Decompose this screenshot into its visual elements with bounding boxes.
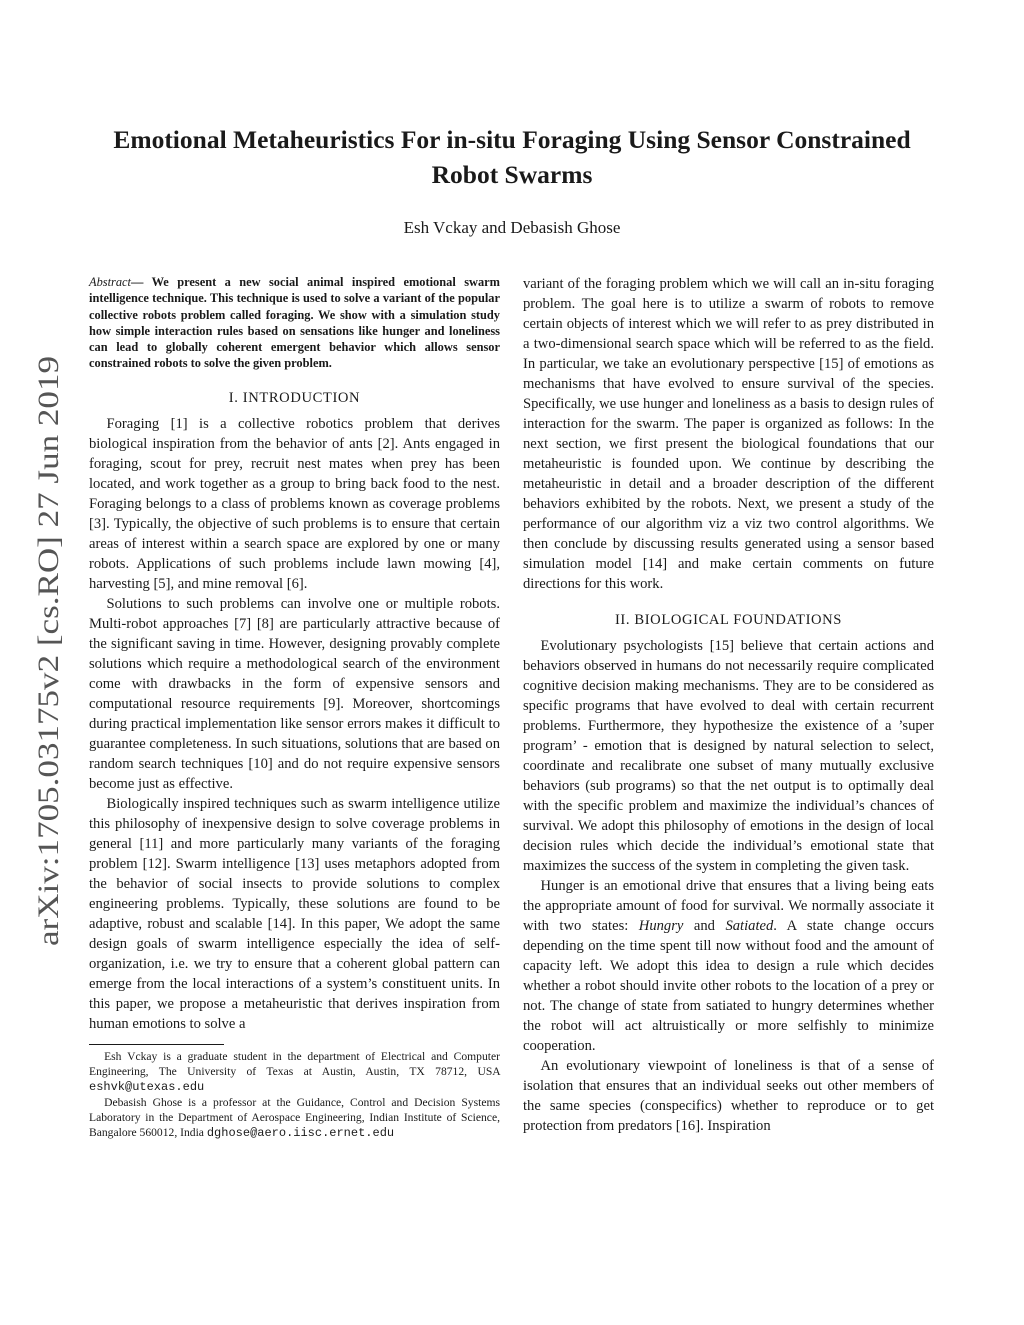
intro-paragraph-1: Foraging [1] is a collective robotics problem that derives biological inspiration from the behavior of ants [2]. Ants engaged in foraging, scout for prey, recruit nest mates when prey has been located, and work together as a group to bring back food to the nest. Foraging belongs to a class of problems known as coverage problems [3]. Typically, the objective of such problems is to ensure that certain areas of interest within a search space are explored by one or many robots. Applications of such problems include lawn mowing [4], harvesting [5], and mine removal [6]. bbox=[89, 415, 500, 592]
author-1-email[interactable]: eshvk@utexas.edu bbox=[89, 1079, 205, 1094]
arxiv-identifier-stamp bbox=[28, 356, 68, 946]
footnote-1-text: Esh Vckay is a graduate student in the department of Electrical and Computer Engineering, The University of Texas at Austin, Austin, TX 78712, USA bbox=[89, 1049, 500, 1078]
abstract bbox=[89, 274, 500, 372]
right-column bbox=[523, 274, 934, 1136]
footnote-author-2 bbox=[89, 1095, 500, 1141]
state-hungry: Hungry bbox=[638, 918, 684, 934]
arxiv-id-text: arXiv:1705.03175v2 [cs.RO] 27 Jun 2019 bbox=[32, 441, 65, 946]
bio-paragraph-2-part-b: . A state change occurs depending on the time spent till now without food and the amount of capacity left. We adopt this idea to design a rule which decides whether a robot should invite other robots to the location of a prey or not. The change of state from satiated to hungry determines whether the robot will act altruistically or more selfishly to minimize cooperation. bbox=[523, 918, 934, 1054]
section-heading-introduction: I. INTRODUCTION bbox=[228, 389, 361, 406]
footnote-divider bbox=[89, 1044, 224, 1045]
section-heading-biological-foundations: II. BIOLOGICAL FOUNDATIONS bbox=[614, 612, 843, 628]
intro-paragraph-3: Biologically inspired techniques such as swarm intelligence utilize this philosophy of inexpensive design to solve coverage problems in general [11] and more particularly many variants of the foraging problem [12]. Swarm intelligence [13] uses metaphors adopted from the behavior of social insects to provide solutions to complex engineering problems. Typically, these solutions are found to be adaptive, robust and scalable [14]. In this paper, We adopt the same design goals of swarm intelligence especially the idea of self-organization, i.e. we try to ensure that a coherent global pattern can emerge from the local interactions of a system’s constituent units. In this paper, we propose a metaheuristic that derives inspiration from human emotions to solve a bbox=[89, 795, 500, 1032]
bio-paragraph-2 bbox=[523, 876, 934, 1056]
footnote-author-1 bbox=[89, 1049, 500, 1095]
author-2-email[interactable]: dghose@aero.iisc.ernet.edu bbox=[206, 1125, 395, 1140]
footnote-2-text: Debasish Ghose is a professor at the Guidance, Control and Decision Systems Laboratory in the Department of Aerospace Engineering, Indian Institute of Science, Bangalore 560012, India bbox=[89, 1095, 500, 1139]
abstract-label: Abstract bbox=[89, 275, 131, 289]
paper-title: Emotional Metaheuristics For in-situ Foraging Using Sensor Constrained Robot Swarms bbox=[113, 125, 911, 189]
author-list: Esh Vckay and Debasish Ghose bbox=[403, 218, 621, 237]
abstract-text: — We present a new social animal inspired emotional swarm intelligence technique. This technique is used to solve a variant of the popular collective robots problem called foraging. We show with a simulation study how simple interaction rules based on sensations like hunger and loneliness can lead to globally coherent emergent behavior which allows sensor constrained robots to solve the given problem. bbox=[89, 275, 500, 371]
state-satiated: Satiated bbox=[725, 918, 774, 934]
intro-paragraph-3-continued: variant of the foraging problem which we will call an in-situ foraging problem. The goal here is to utilize a swarm of robots to remove certain objects of interest which we will refer to as prey distributed in a two-dimensional search space which will be referred to as the field. In particular, we take an evolutionary perspective [15] of emotions as mechanisms that have evolved to ensure survival of the species. Specifically, we use hunger and loneliness as a basis to design rules of interaction for the swarm. The paper is organized as follows: In the next section, we first present the biological foundations that our metaheuristic is founded upon. We continue by describing the metaheuristic in detail and a broader description of the different behaviors exhibited by the robots. Next, we present a study of the performance of our algorithm viz a viz two control algorithms. We then conclude by discussing results generated using a sensor based simulation model [14] and make certain comments on future directions for this work. bbox=[523, 276, 934, 592]
bio-paragraph-1: Evolutionary psychologists [15] believe that certain actions and behaviors observed in humans do not necessarily require complicated cognitive decision making mechanisms. They are to be considered as specific programs that have evolved to deal with certain recurrent problems. Furthermore, they hypothesize the existence of a ’super program’ - emotion that is designed by natural selection to select, coordinate and recalibrate one subset of many mutually exclusive behaviors (sub programs) so that the net output is to optimally deal with the specific problem and maximize the individual’s chances of survival. We adopt this philosophy of emotions in the design of local decision rules which decide the individual’s emotional state that maximizes the success of the system in completing the given task. bbox=[523, 638, 934, 874]
bio-paragraph-2-part-a: Hunger is an emotional drive that ensures that a living being eats the appropriate amount of food for survival. We normally associate it with two states: bbox=[523, 878, 934, 934]
bio-paragraph-2-and: and bbox=[683, 918, 726, 934]
bio-paragraph-3: An evolutionary viewpoint of loneliness is that of a sense of isolation that ensures that an individual seeks out other members of the same species (conspecifics) whether to reproduce or to get protection from predators [16]. Inspiration bbox=[523, 1058, 934, 1134]
intro-paragraph-2: Solutions to such problems can involve one or multiple robots. Multi-robot approaches [7] [8] are particularly attractive because of the significant saving in time. However, designing provably complete solutions which require a methodological search of the environment come with drawbacks in the form of expensive sensors and computational resource requirements [9]. Moreover, shortcomings during practical implementation like sensor errors makes it difficult to guarantee completeness. In such situations, solutions that are based on random search techniques [10] and do not require expensive sensors become just as effective. bbox=[89, 595, 500, 792]
left-column bbox=[89, 274, 500, 1141]
